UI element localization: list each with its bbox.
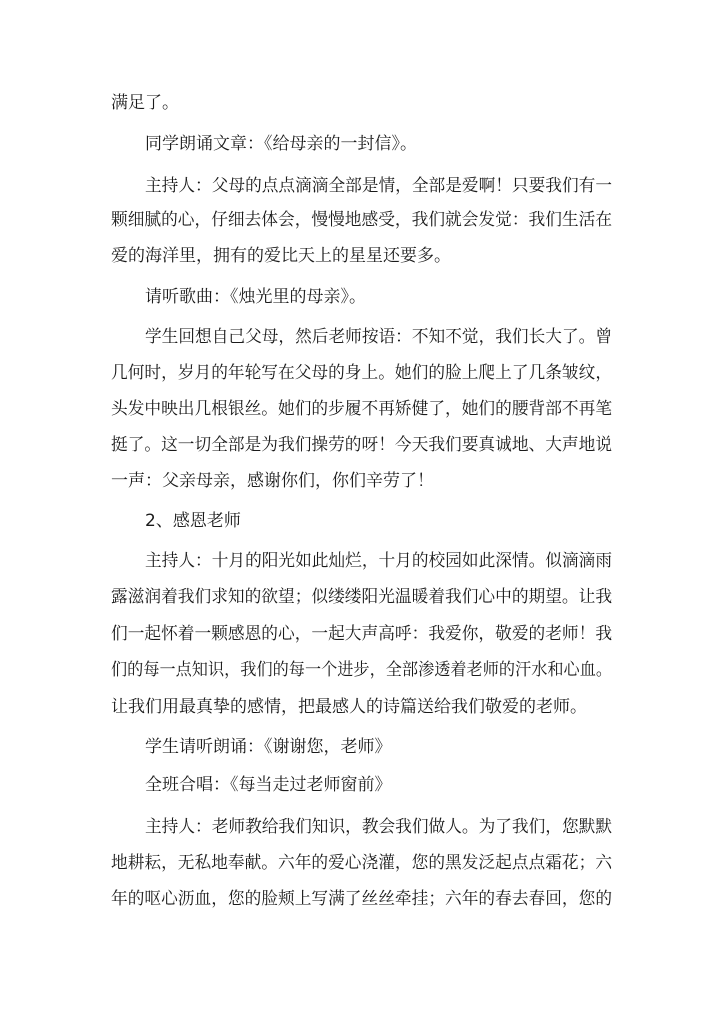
text-line xyxy=(0,657,720,683)
line-text: 请听歌曲：《烛光里的母亲》。 xyxy=(145,287,366,307)
line-text: 全班合唱：《每当走过老师窗前》 xyxy=(145,775,392,795)
text-line xyxy=(0,243,720,269)
text-line xyxy=(0,814,720,840)
text-line xyxy=(0,621,720,647)
text-line xyxy=(0,324,720,350)
line-text: 头发中映出几根银丝。她们的步履不再矫健了，她们的腰背部不再笔 xyxy=(111,399,613,419)
line-text: 主持人：十月的阳光如此灿烂，十月的校园如此深情。似滴滴雨 xyxy=(145,551,613,571)
text-line xyxy=(0,584,720,610)
line-text: 地耕耘，无私地奉献。六年的爱心浇灌，您的黑发泛起点点霜花；六 xyxy=(111,853,613,873)
text-line xyxy=(0,548,720,574)
line-text: 几何时，岁月的年轮写在父母的身上。她们的脸上爬上了几条皱纹， xyxy=(111,363,613,383)
line-text: 颗细腻的心，仔细去体会，慢慢地感受，我们就会发觉：我们生活在 xyxy=(111,210,613,230)
text-line xyxy=(0,772,720,798)
line-text: 主持人：父母的点点滴滴全部是情，全部是爱啊！只要我们有一 xyxy=(145,176,613,196)
line-text: 让我们用最真挚的感情，把最感人的诗篇送给我们敬爱的老师。 xyxy=(111,697,587,717)
text-line xyxy=(0,850,720,876)
line-text: 露滋润着我们求知的欲望；似缕缕阳光温暖着我们心中的期望。让我 xyxy=(111,587,613,607)
text-line xyxy=(0,173,720,199)
line-text: 2、感恩老师 xyxy=(145,511,241,531)
text-line xyxy=(0,284,720,310)
line-text: 爱的海洋里，拥有的爱比天上的星星还要多。 xyxy=(111,246,451,266)
text-line xyxy=(0,468,720,494)
text-line xyxy=(0,360,720,386)
text-line xyxy=(0,734,720,760)
line-text: 同学朗诵文章：《给母亲的一封信》。 xyxy=(145,134,417,154)
text-line xyxy=(0,432,720,458)
text-line xyxy=(0,694,720,720)
text-line xyxy=(0,207,720,233)
text-line xyxy=(0,90,720,116)
line-text: 一声：父亲母亲，感谢你们，你们辛劳了！ xyxy=(111,471,434,491)
line-text: 满足了。 xyxy=(111,93,179,113)
line-text: 们的每一点知识，我们的每一个进步，全部渗透着老师的汗水和心血。 xyxy=(111,660,613,680)
text-line xyxy=(0,886,720,912)
text-line xyxy=(0,131,720,157)
line-text: 学生请听朗诵：《谢谢您，老师》 xyxy=(145,737,392,757)
line-text: 主持人：老师教给我们知识，教会我们做人。为了我们，您默默 xyxy=(145,817,613,837)
line-text: 们一起怀着一颗感恩的心，一起大声高呼：我爱你，敬爱的老师！我 xyxy=(111,624,613,644)
line-text: 学生回想自己父母，然后老师按语：不知不觉，我们长大了。曾 xyxy=(145,327,613,347)
line-text: 年的呕心沥血，您的脸颊上写满了丝丝牵挂；六年的春去春回，您的 xyxy=(111,889,613,909)
section-heading xyxy=(0,508,720,534)
line-text: 挺了。这一切全部是为我们操劳的呀！今天我们要真诚地、大声地说 xyxy=(111,435,613,455)
text-line xyxy=(0,396,720,422)
